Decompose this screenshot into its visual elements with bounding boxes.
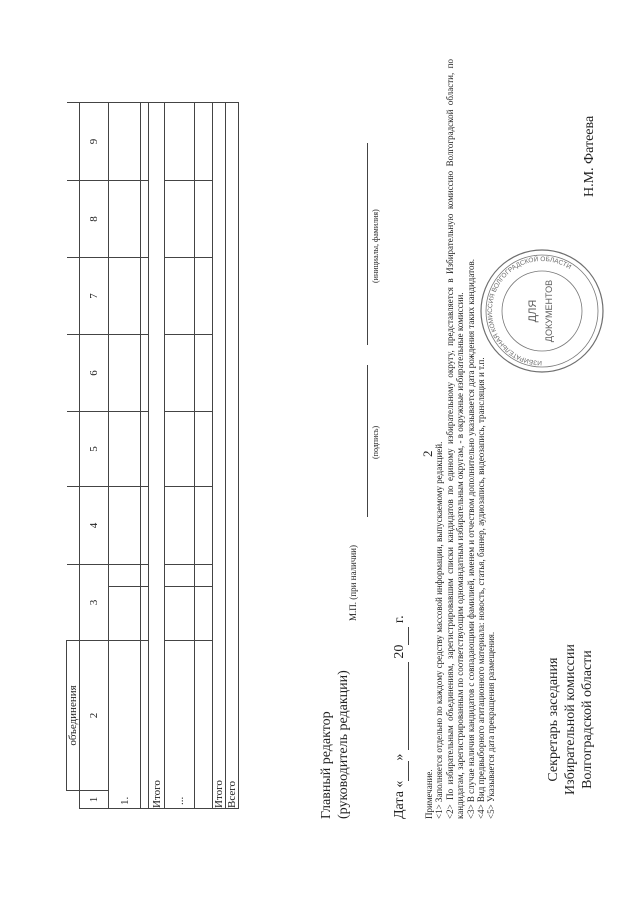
col-number: 1 bbox=[80, 791, 109, 809]
year-blank bbox=[392, 627, 409, 645]
name-line bbox=[367, 143, 368, 345]
note-item: <2> По избирательным объединениям, зарегистрировавшим списки кандидатов по единому избирательному округу, представляется в Избирательную комиссию Волгоградской области, по кандидатам, зарегистрированным по соответствующим одномандатным избирательным округам, - в окружные избирательные комиссии. bbox=[444, 59, 466, 819]
signature-line bbox=[367, 365, 368, 517]
signature-caption: (подпись) bbox=[371, 425, 380, 459]
table-row bbox=[149, 103, 165, 809]
secretary-block: Секретарь заседания Избирательной комиссии Волгоградской области bbox=[546, 644, 595, 795]
note-item: <4> Вид предвыборного агитационного материала: новость, статья, баннер, аудиозапись, видеозапись, трансляция и т.п. bbox=[476, 357, 487, 819]
table-row bbox=[141, 103, 149, 809]
col-number: 4 bbox=[80, 487, 109, 565]
col-number: 8 bbox=[80, 181, 109, 258]
row-label-ellipsis: ... bbox=[165, 641, 195, 809]
date-line: Дата « » 20 г. bbox=[392, 615, 407, 819]
table-row bbox=[213, 103, 226, 809]
editor-block bbox=[318, 670, 352, 819]
note-item: <1> Заполняется отдельно по каждому средству массовой информации, выпускаемому редакцией. bbox=[434, 441, 445, 819]
col-number: 9 bbox=[80, 103, 109, 181]
col-number: 2 bbox=[80, 641, 109, 791]
note-item: <3> В случае наличия кандидатов с совпадающими фамилией, именем и отчеством дополнительно указывается дата рождения таких кандидатов. bbox=[465, 259, 476, 819]
note-item: <5> Указывается дата прекращения размещения. bbox=[486, 631, 497, 819]
header-objedineniya: объединения bbox=[67, 641, 80, 791]
table-header-number-row bbox=[80, 103, 109, 809]
table-row bbox=[226, 103, 239, 809]
editor-title: Главный редактор bbox=[319, 711, 334, 819]
table-row bbox=[195, 103, 213, 809]
month-blank bbox=[392, 662, 409, 750]
stamp-center-bottom: ДОКУМЕНТОВ bbox=[544, 279, 554, 343]
editor-subtitle: (руководитель редакции) bbox=[336, 670, 351, 819]
col-number: 7 bbox=[80, 258, 109, 335]
name-caption: (инициалы, фамилия) bbox=[371, 209, 380, 283]
row-label-total: Всего bbox=[226, 103, 239, 809]
table-header-top-row bbox=[67, 103, 80, 809]
report-table bbox=[66, 102, 239, 809]
row-label-first: 1. bbox=[109, 641, 141, 809]
col-number: 3 bbox=[80, 565, 109, 641]
date-label: Дата bbox=[392, 791, 407, 819]
table-row bbox=[165, 103, 195, 809]
table-row bbox=[109, 103, 141, 809]
secretary-name: Н.М. Фатеева bbox=[582, 115, 597, 197]
stamp-ring-text: ИЗБИРАТЕЛЬНАЯ КОМИССИЯ ВОЛГОГРАДСКОЙ ОБЛАСТИ bbox=[486, 255, 573, 367]
page-number: 2 bbox=[420, 450, 435, 457]
mp-label: М.П. (при наличии) bbox=[348, 545, 358, 621]
stamp-seal bbox=[478, 247, 606, 375]
col-number: 5 bbox=[80, 412, 109, 487]
notes-title: Примечание. bbox=[424, 769, 434, 819]
day-blank bbox=[392, 761, 409, 781]
row-label-subtotal: Итого bbox=[149, 103, 165, 809]
notes-block bbox=[424, 59, 497, 819]
col-number: 6 bbox=[80, 335, 109, 412]
stamp-center-top: ДЛЯ bbox=[527, 299, 539, 323]
row-label-subtotal-2: Итого bbox=[213, 103, 226, 809]
